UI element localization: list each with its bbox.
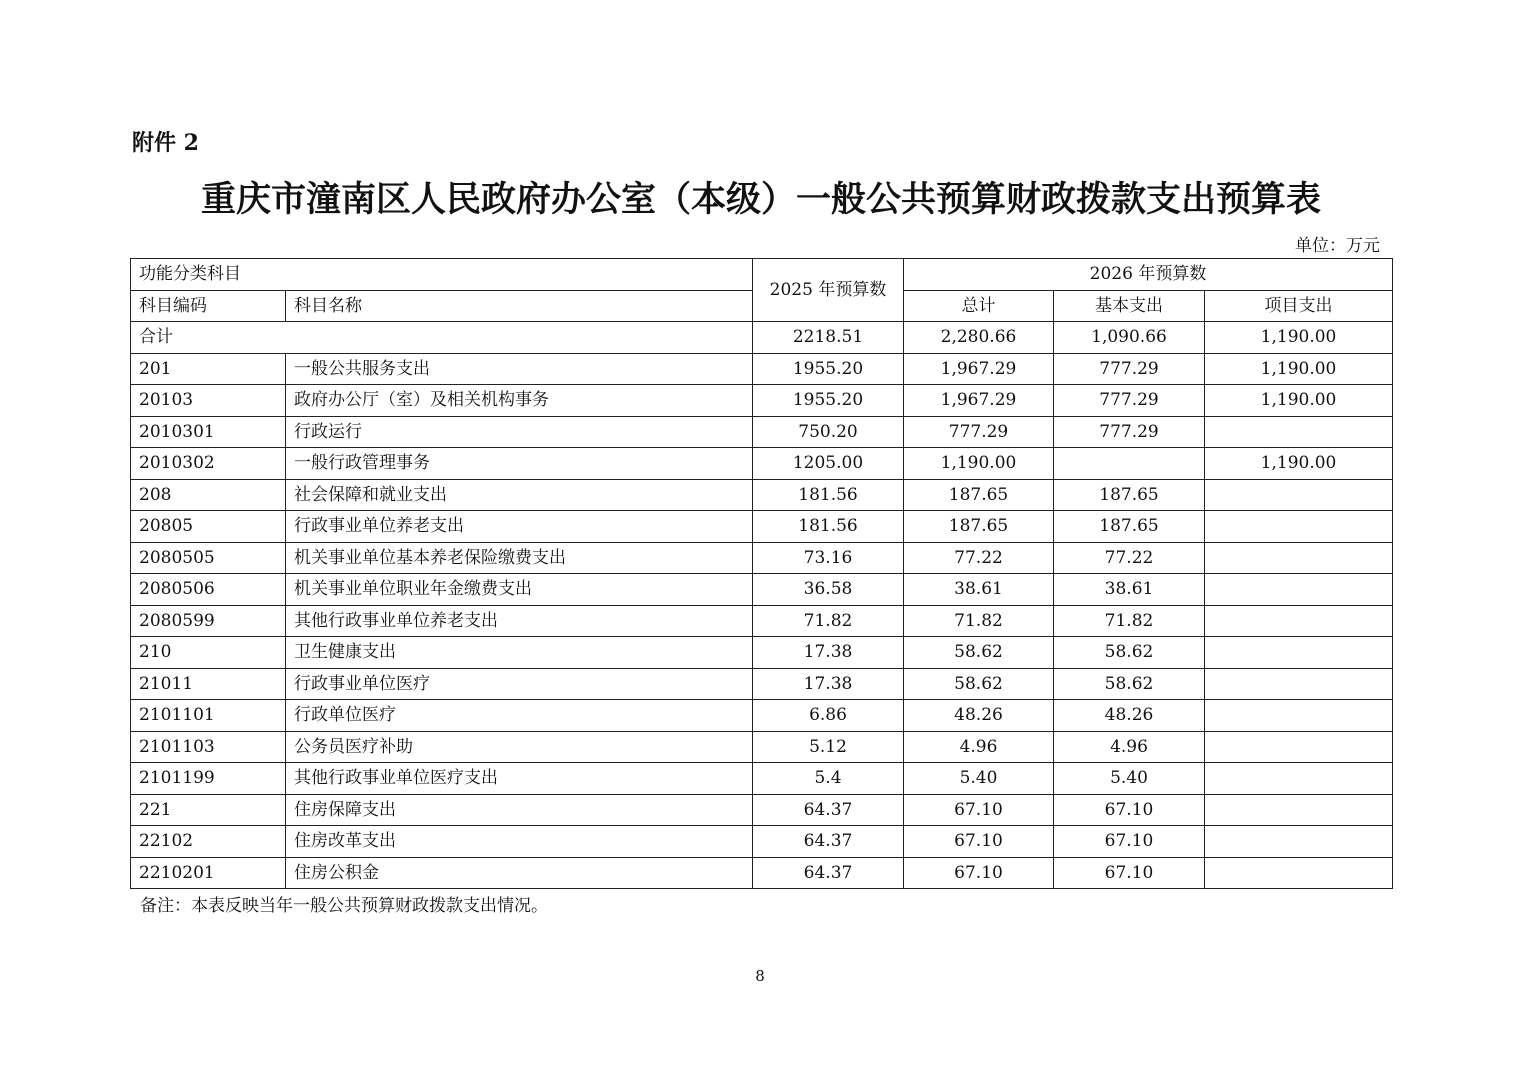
total-label: 合计 <box>131 322 753 354</box>
table-row <box>131 385 1393 417</box>
page-number: 8 <box>755 967 765 985</box>
row-basic-2026: 77.22 <box>1054 542 1205 574</box>
header-code: 科目编码 <box>131 290 286 322</box>
row-total-2026: 187.65 <box>904 479 1054 511</box>
row-basic-2026 <box>1054 448 1205 480</box>
row-name: 住房改革支出 <box>286 826 753 858</box>
row-code: 210 <box>131 637 286 669</box>
row-name: 住房公积金 <box>286 857 753 889</box>
row-project-2026 <box>1205 542 1393 574</box>
row-project-2026 <box>1205 574 1393 606</box>
row-budget-2025: 750.20 <box>753 416 904 448</box>
header-row-1 <box>131 259 1393 291</box>
row-code: 2080506 <box>131 574 286 606</box>
row-basic-2026: 777.29 <box>1054 353 1205 385</box>
attachment-label: 附件 2 <box>132 130 199 156</box>
table-row <box>131 763 1393 795</box>
row-basic-2026: 67.10 <box>1054 826 1205 858</box>
row-name: 卫生健康支出 <box>286 637 753 669</box>
row-name: 行政运行 <box>286 416 753 448</box>
row-budget-2025: 1955.20 <box>753 385 904 417</box>
row-basic-2026: 58.62 <box>1054 637 1205 669</box>
row-code: 20103 <box>131 385 286 417</box>
table-row <box>131 542 1393 574</box>
row-project-2026: 1,190.00 <box>1205 353 1393 385</box>
row-code: 2101101 <box>131 700 286 732</box>
row-name: 政府办公厅（室）及相关机构事务 <box>286 385 753 417</box>
header-project: 项目支出 <box>1205 290 1393 322</box>
row-project-2026: 1,190.00 <box>1205 448 1393 480</box>
row-budget-2025: 71.82 <box>753 605 904 637</box>
row-budget-2025: 64.37 <box>753 826 904 858</box>
table-row <box>131 637 1393 669</box>
row-total-2026: 38.61 <box>904 574 1054 606</box>
table-row <box>131 479 1393 511</box>
budget-table <box>130 258 1393 889</box>
row-code: 21011 <box>131 668 286 700</box>
header-budget-2026: 2026 年预算数 <box>904 259 1393 291</box>
row-total-2026: 67.10 <box>904 857 1054 889</box>
row-project-2026 <box>1205 700 1393 732</box>
row-code: 2080505 <box>131 542 286 574</box>
row-budget-2025: 181.56 <box>753 511 904 543</box>
row-code: 221 <box>131 794 286 826</box>
row-name: 一般行政管理事务 <box>286 448 753 480</box>
row-budget-2025: 73.16 <box>753 542 904 574</box>
row-name: 行政事业单位医疗 <box>286 668 753 700</box>
row-budget-2025: 64.37 <box>753 857 904 889</box>
row-basic-2026: 187.65 <box>1054 511 1205 543</box>
row-project-2026 <box>1205 511 1393 543</box>
table-row <box>131 511 1393 543</box>
row-budget-2025: 5.12 <box>753 731 904 763</box>
header-func-class: 功能分类科目 <box>131 259 753 291</box>
table-row <box>131 574 1393 606</box>
row-total-2026: 187.65 <box>904 511 1054 543</box>
row-basic-2026: 777.29 <box>1054 416 1205 448</box>
header-total: 总计 <box>904 290 1054 322</box>
total-b2025: 2218.51 <box>753 322 904 354</box>
row-total-2026: 1,967.29 <box>904 353 1054 385</box>
row-project-2026: 1,190.00 <box>1205 385 1393 417</box>
footnote: 备注：本表反映当年一般公共预算财政拨款支出情况。 <box>140 896 548 916</box>
total-project: 1,190.00 <box>1205 322 1393 354</box>
row-budget-2025: 64.37 <box>753 794 904 826</box>
row-project-2026 <box>1205 605 1393 637</box>
row-name: 其他行政事业单位医疗支出 <box>286 763 753 795</box>
row-total-2026: 67.10 <box>904 826 1054 858</box>
table-row <box>131 448 1393 480</box>
row-basic-2026: 71.82 <box>1054 605 1205 637</box>
row-budget-2025: 17.38 <box>753 637 904 669</box>
table-row <box>131 857 1393 889</box>
row-code: 20805 <box>131 511 286 543</box>
row-budget-2025: 1955.20 <box>753 353 904 385</box>
row-code: 2101103 <box>131 731 286 763</box>
row-total-2026: 58.62 <box>904 637 1054 669</box>
row-basic-2026: 4.96 <box>1054 731 1205 763</box>
table-row <box>131 794 1393 826</box>
row-code: 2101199 <box>131 763 286 795</box>
row-project-2026 <box>1205 668 1393 700</box>
table-row <box>131 700 1393 732</box>
total-row <box>131 322 1393 354</box>
row-code: 208 <box>131 479 286 511</box>
row-total-2026: 4.96 <box>904 731 1054 763</box>
row-name: 机关事业单位基本养老保险缴费支出 <box>286 542 753 574</box>
row-project-2026 <box>1205 637 1393 669</box>
row-name: 机关事业单位职业年金缴费支出 <box>286 574 753 606</box>
row-code: 2210201 <box>131 857 286 889</box>
row-name: 其他行政事业单位养老支出 <box>286 605 753 637</box>
row-code: 201 <box>131 353 286 385</box>
row-name: 行政事业单位养老支出 <box>286 511 753 543</box>
row-basic-2026: 58.62 <box>1054 668 1205 700</box>
unit-label: 单位：万元 <box>1295 236 1380 256</box>
header-budget-2025: 2025 年预算数 <box>753 259 904 322</box>
row-basic-2026: 38.61 <box>1054 574 1205 606</box>
row-name: 公务员医疗补助 <box>286 731 753 763</box>
row-project-2026 <box>1205 763 1393 795</box>
row-total-2026: 48.26 <box>904 700 1054 732</box>
row-total-2026: 58.62 <box>904 668 1054 700</box>
row-budget-2025: 6.86 <box>753 700 904 732</box>
header-name: 科目名称 <box>286 290 753 322</box>
row-total-2026: 71.82 <box>904 605 1054 637</box>
row-code: 2080599 <box>131 605 286 637</box>
row-basic-2026: 777.29 <box>1054 385 1205 417</box>
row-name: 住房保障支出 <box>286 794 753 826</box>
row-name: 行政单位医疗 <box>286 700 753 732</box>
row-basic-2026: 48.26 <box>1054 700 1205 732</box>
row-basic-2026: 67.10 <box>1054 857 1205 889</box>
table-row <box>131 826 1393 858</box>
row-project-2026 <box>1205 479 1393 511</box>
table-row <box>131 668 1393 700</box>
row-project-2026 <box>1205 857 1393 889</box>
row-total-2026: 67.10 <box>904 794 1054 826</box>
total-basic: 1,090.66 <box>1054 322 1205 354</box>
row-budget-2025: 17.38 <box>753 668 904 700</box>
row-project-2026 <box>1205 826 1393 858</box>
table-row <box>131 416 1393 448</box>
row-project-2026 <box>1205 794 1393 826</box>
row-total-2026: 77.22 <box>904 542 1054 574</box>
row-budget-2025: 1205.00 <box>753 448 904 480</box>
row-name: 社会保障和就业支出 <box>286 479 753 511</box>
row-basic-2026: 67.10 <box>1054 794 1205 826</box>
table-row <box>131 353 1393 385</box>
row-name: 一般公共服务支出 <box>286 353 753 385</box>
row-project-2026 <box>1205 731 1393 763</box>
row-total-2026: 5.40 <box>904 763 1054 795</box>
row-total-2026: 1,190.00 <box>904 448 1054 480</box>
row-budget-2025: 181.56 <box>753 479 904 511</box>
row-basic-2026: 187.65 <box>1054 479 1205 511</box>
table-row <box>131 605 1393 637</box>
row-code: 22102 <box>131 826 286 858</box>
row-project-2026 <box>1205 416 1393 448</box>
total-total: 2,280.66 <box>904 322 1054 354</box>
row-code: 2010302 <box>131 448 286 480</box>
row-budget-2025: 36.58 <box>753 574 904 606</box>
row-budget-2025: 5.4 <box>753 763 904 795</box>
header-basic: 基本支出 <box>1054 290 1205 322</box>
row-total-2026: 1,967.29 <box>904 385 1054 417</box>
page-title: 重庆市潼南区人民政府办公室（本级）一般公共预算财政拨款支出预算表 <box>200 179 1321 220</box>
row-code: 2010301 <box>131 416 286 448</box>
row-total-2026: 777.29 <box>904 416 1054 448</box>
table-row <box>131 731 1393 763</box>
row-basic-2026: 5.40 <box>1054 763 1205 795</box>
